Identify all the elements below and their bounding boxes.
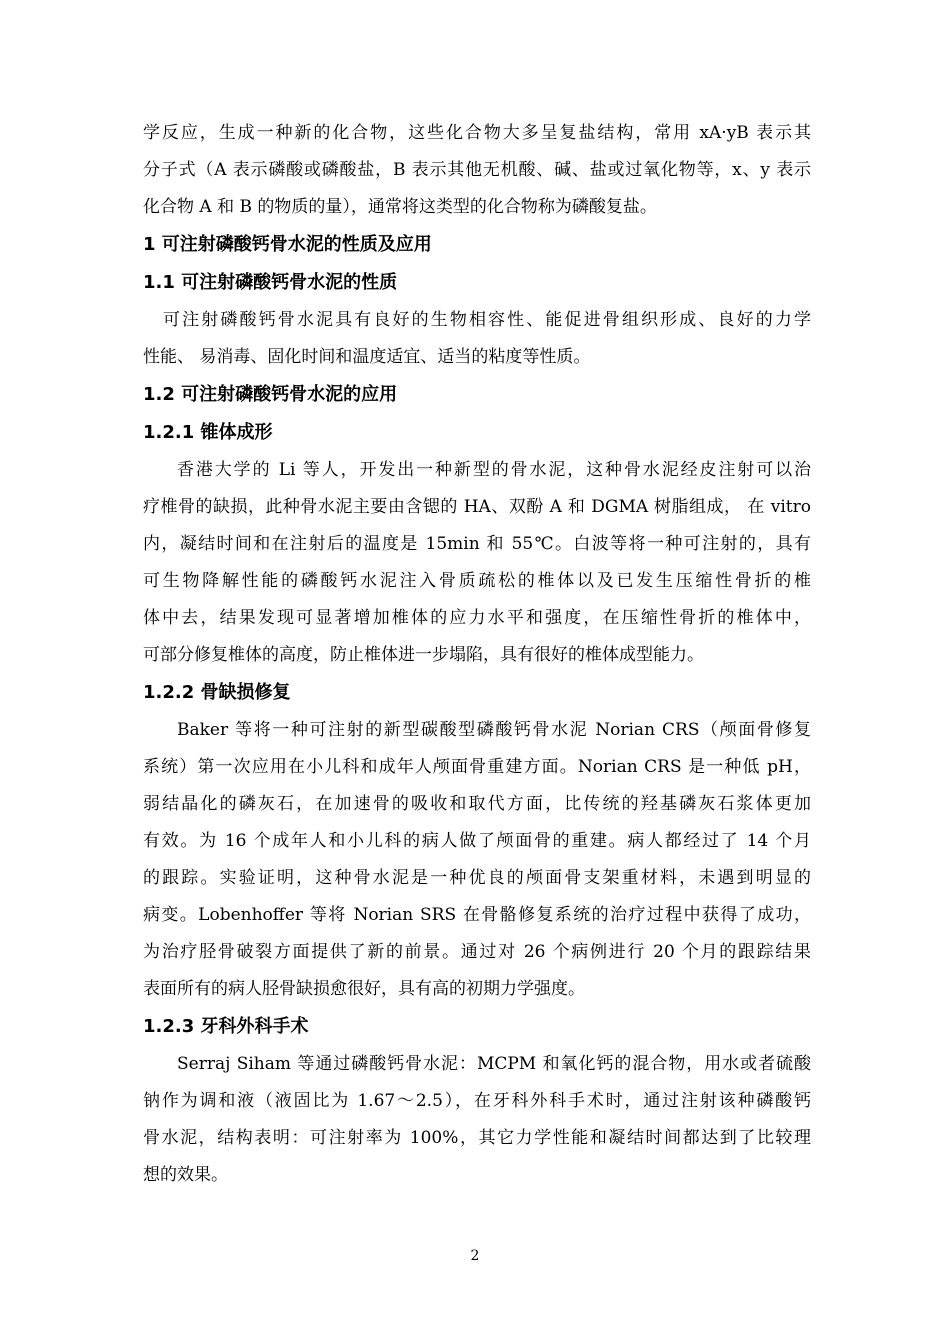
paragraph-line: 内，凝结时间和在注射后的温度是 15min 和 55℃。白波等将一种可注射的，具有 (143, 534, 811, 554)
paragraph-1-2-3 (143, 1046, 811, 1194)
section-heading-1: 1 可注射磷酸钙骨水泥的性质及应用 (143, 234, 432, 255)
paragraph-line: 香港大学的 Li 等人，开发出一种新型的骨水泥，这种骨水泥经皮注射可以治 (177, 460, 811, 480)
paragraph-line: 学反应，生成一种新的化合物，这些化合物大多呈复盐结构，常用 xA·yB 表示其 (143, 123, 811, 143)
paragraph-1-2-2 (143, 712, 811, 1008)
paragraph-line: 化合物 A 和 B 的物质的量），通常将这类型的化合物称为磷酸复盐。 (143, 197, 657, 217)
paragraph-line: 病变。Lobenhoffer 等将 Norian SRS 在骨骼修复系统的治疗过程中获得了成功， (143, 905, 811, 925)
paragraph-line: 为治疗胫骨破裂方面提供了新的前景。通过对 26 个病例进行 20 个月的跟踪结果 (143, 942, 811, 962)
intro-paragraph (143, 115, 811, 226)
page-number: 2 (470, 1248, 480, 1264)
section-heading-1-2-2: 1.2.2 骨缺损修复 (143, 682, 291, 703)
paragraph-line: 弱结晶化的磷灰石，在加速骨的吸收和取代方面，比传统的羟基磷灰石浆体更加 (143, 794, 811, 814)
section-heading-1-2-3: 1.2.3 牙科外科手术 (143, 1016, 309, 1037)
paragraph-1-2-1 (143, 452, 811, 674)
paragraph-line: 表面所有的病人胫骨缺损愈很好，具有高的初期力学强度。 (143, 979, 585, 999)
paragraph-line: 钠作为调和液（液固比为 1.67～2.5），在牙科外科手术时，通过注射该种磷酸钙 (143, 1091, 811, 1111)
paragraph-line: 的跟踪。实验证明，这种骨水泥是一种优良的颅面骨支架重材料，未遇到明显的 (143, 868, 811, 888)
section-heading-1-2: 1.2 可注射磷酸钙骨水泥的应用 (143, 384, 398, 405)
paragraph-1-1 (143, 302, 811, 376)
paragraph-line: 有效。为 16 个成年人和小儿科的病人做了颅面骨的重建。病人都经过了 14 个月 (143, 831, 811, 851)
paragraph-line: 性能、 易消毒、固化时间和温度适宜、适当的粘度等性质。 (143, 347, 591, 367)
paragraph-line: Baker 等将一种可注射的新型碳酸型磷酸钙骨水泥 Norian CRS（颅面骨修复 (177, 720, 811, 740)
section-heading-1-1: 1.1 可注射磷酸钙骨水泥的性质 (143, 272, 398, 293)
section-heading-1-2-1: 1.2.1 锥体成形 (143, 422, 273, 443)
paragraph-line: 系统）第一次应用在小儿科和成年人颅面骨重建方面。Norian CRS 是一种低 pH， (143, 757, 811, 777)
paragraph-line: 可部分修复椎体的高度，防止椎体进一步塌陷，具有很好的椎体成型能力。 (143, 645, 704, 665)
paragraph-line: 可注射磷酸钙骨水泥具有良好的生物相容性、能促进骨组织形成、良好的力学 (163, 310, 811, 330)
paragraph-line: 分子式（A 表示磷酸或磷酸盐，B 表示其他无机酸、碱、盐或过氧化物等，x、y 表示 (143, 160, 811, 180)
paragraph-line: 体中去，结果发现可显著增加椎体的应力水平和强度，在压缩性骨折的椎体中， (143, 608, 811, 628)
paragraph-line: 疗椎骨的缺损，此种骨水泥主要由含锶的 HA、双酚 A 和 DGMA 树脂组成， 在 vitro (143, 497, 811, 517)
paragraph-line: Serraj Siham 等通过磷酸钙骨水泥：MCPM 和氧化钙的混合物，用水或者硫酸 (177, 1054, 811, 1074)
document-body (143, 115, 811, 1194)
paragraph-line: 想的效果。 (143, 1165, 228, 1185)
paragraph-line: 骨水泥，结构表明：可注射率为 100%，其它力学性能和凝结时间都达到了比较理 (143, 1128, 811, 1148)
paragraph-line: 可生物降解性能的磷酸钙水泥注入骨质疏松的椎体以及已发生压缩性骨折的椎 (143, 571, 811, 591)
